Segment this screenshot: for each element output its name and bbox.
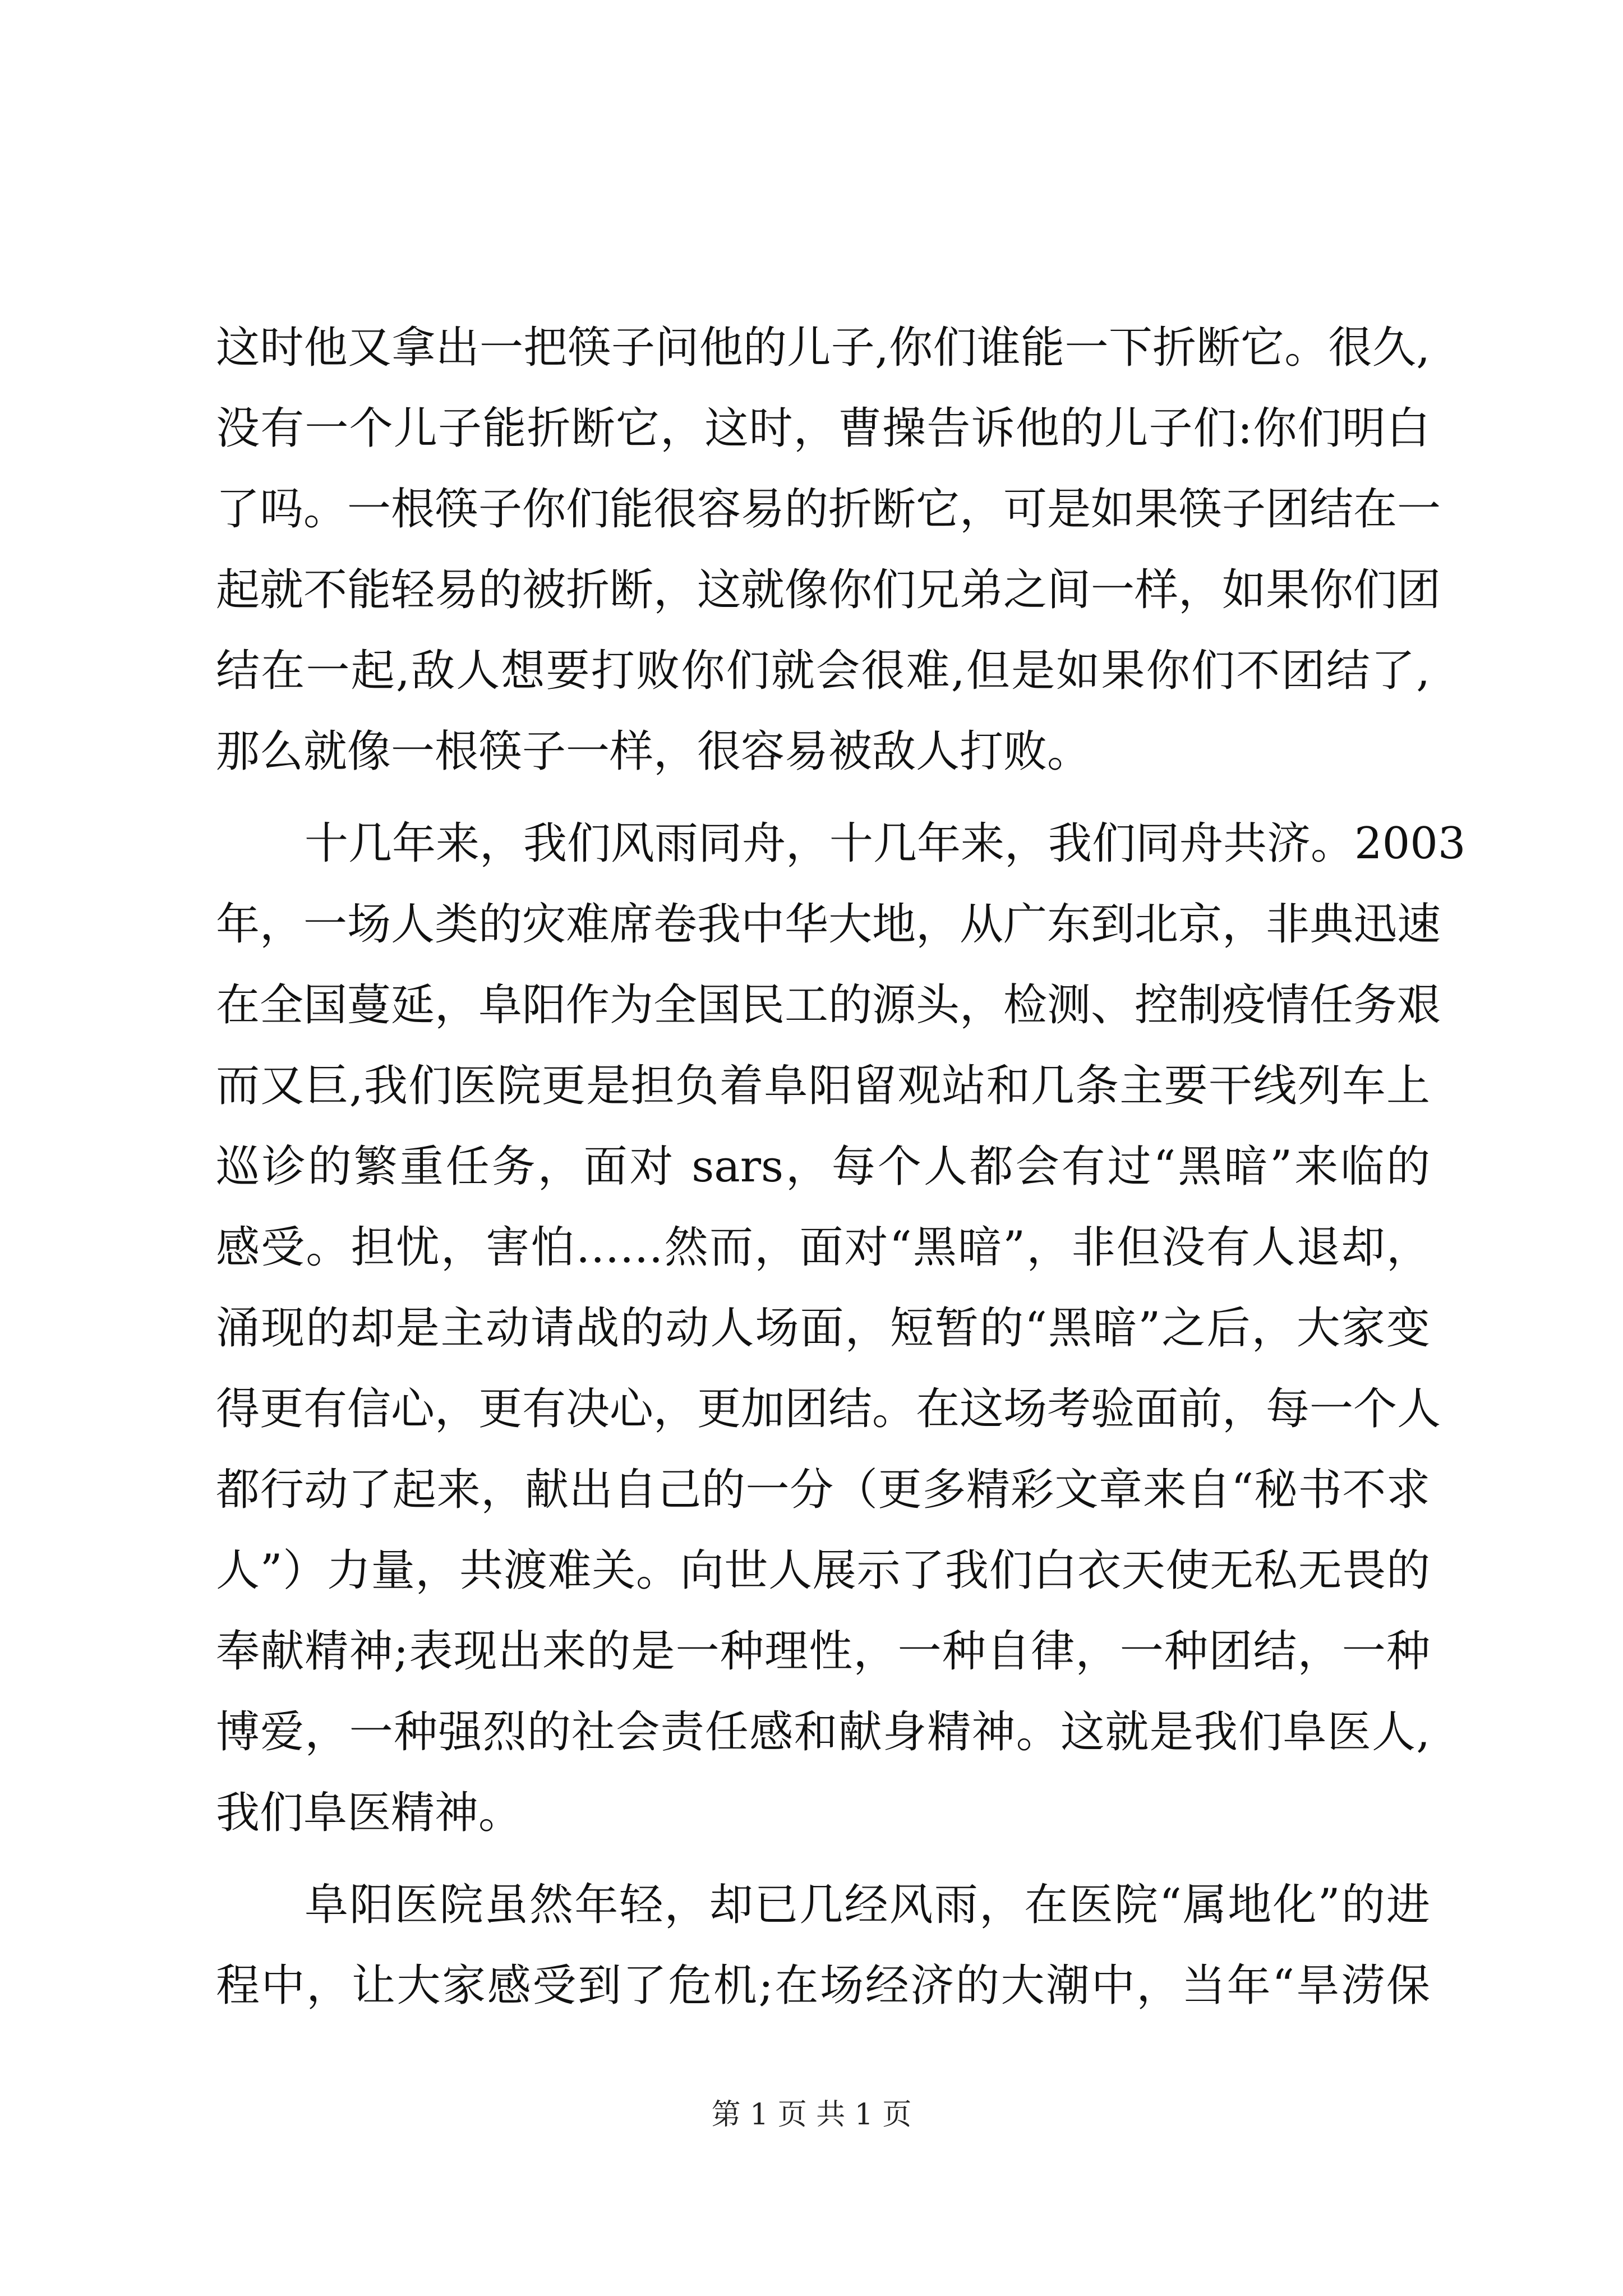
paragraph-2 <box>216 803 1466 1853</box>
text-line: 了吗。一根筷子你们能很容易的折断它，可是如果筷子团结在一 <box>216 484 1441 535</box>
text-line: 程中，让大家感受到了危机;在场经济的大潮中，当年“旱涝保 <box>216 1961 1430 2011</box>
text-line: 感受。担忧，害怕……然而，面对“黑暗”，非但没有人退却， <box>216 1222 1430 1273</box>
text-line: 结在一起,敌人想要打败你们就会很难,但是如果你们不团结了, <box>216 646 1430 696</box>
paragraph-1 <box>216 307 1441 792</box>
text-line: 奉献精神;表现出来的是一种理性，一种自律，一种团结，一种 <box>216 1626 1430 1677</box>
text-line: 人”）力量，共渡难关。向世人展示了我们白衣天使无私无畏的 <box>216 1545 1430 1596</box>
paragraph-spacing <box>216 792 1430 803</box>
text-line: 而又巨,我们医院更是担负着阜阳留观站和几条主要干线列车上 <box>216 1061 1430 1111</box>
text-line: 都行动了起来，献出自己的一分（更多精彩文章来自“秘书不求 <box>216 1465 1430 1515</box>
text-line: 十几年来，我们风雨同舟，十几年来，我们同舟共济。2003 <box>305 818 1466 869</box>
text-line: 涌现的却是主动请战的动人场面，短暂的“黑暗”之后，大家变 <box>216 1303 1430 1354</box>
text-line: 得更有信心，更有决心，更加团结。在这场考验面前，每一个人 <box>216 1384 1441 1434</box>
text-line: 我们阜医精神。 <box>216 1788 523 1838</box>
paragraph-spacing <box>216 1853 1430 1865</box>
text-line: 阜阳医院虽然年轻，却已几经风雨，在医院“属地化”的进 <box>305 1880 1430 1930</box>
document-body <box>216 307 1466 2026</box>
text-line: 这时他又拿出一把筷子问他的儿子,你们谁能一下折断它。很久, <box>216 323 1430 373</box>
text-line: 博爱，一种强烈的社会责任感和献身精神。这就是我们阜医人, <box>216 1707 1430 1757</box>
text-line: 在全国蔓延，阜阳作为全国民工的源头，检测、控制疫情任务艰 <box>216 980 1441 1030</box>
text-line: 年，一场人类的灾难席卷我中华大地，从广东到北京，非典迅速 <box>216 899 1441 950</box>
text-line: 巡诊的繁重任务，面对 sars，每个人都会有过“黑暗”来临的 <box>216 1142 1430 1192</box>
text-line: 起就不能轻易的被折断，这就像你们兄弟之间一样，如果你们团 <box>216 565 1441 615</box>
page-number-footer: 第 1 页 共 1 页 <box>711 2098 912 2132</box>
text-line: 没有一个儿子能折断它，这时，曹操告诉他的儿子们:你们明白 <box>216 403 1430 454</box>
text-line: 那么就像一根筷子一样，很容易被敌人打败。 <box>216 726 1091 777</box>
paragraph-3 <box>216 1865 1430 2026</box>
